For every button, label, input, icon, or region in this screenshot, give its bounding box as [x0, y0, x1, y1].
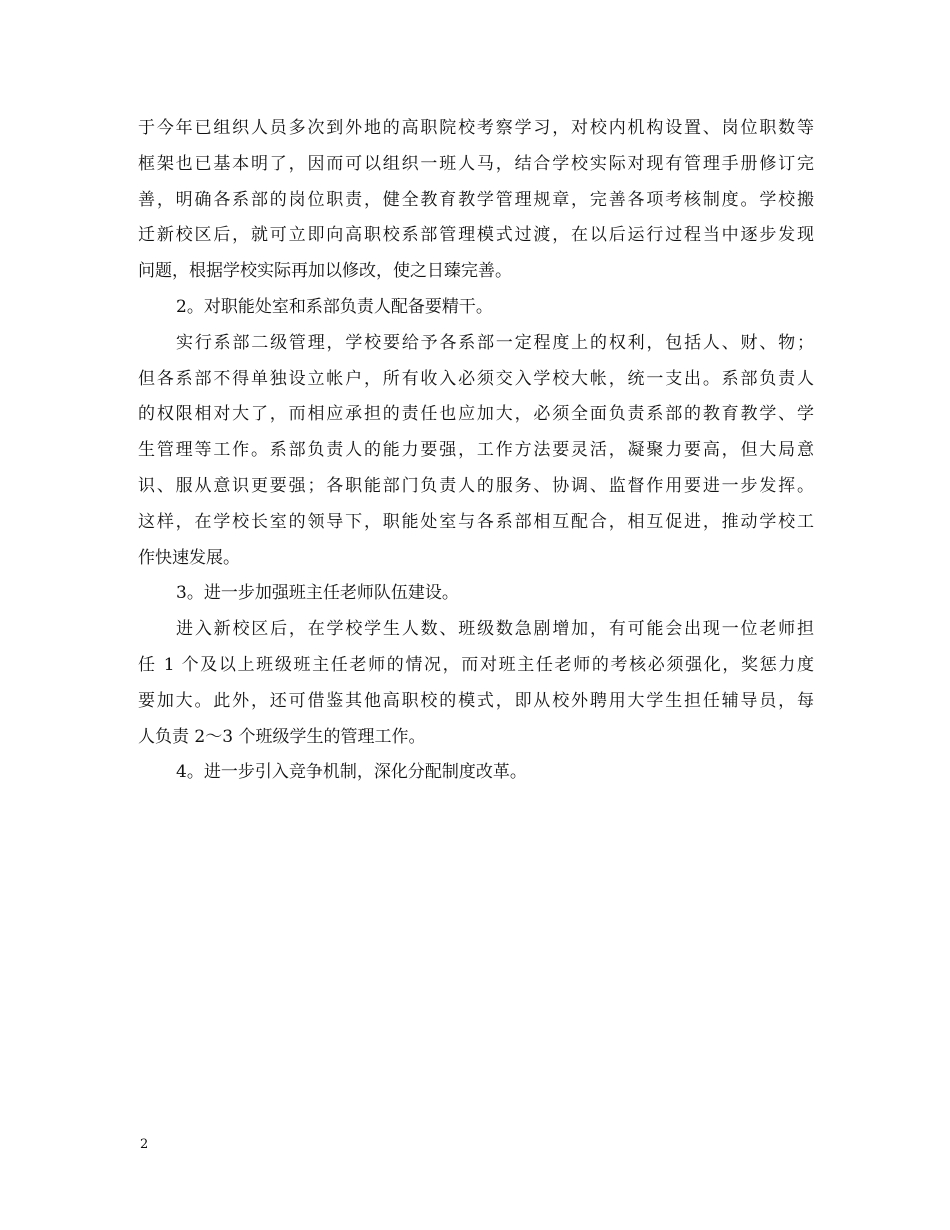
section-heading-4: 4。进一步引入竞争机制，深化分配制度改革。 [176, 762, 527, 783]
text-line: 实行系部二级管理，学校要给予各系部一定程度上的权利，包括人、财、物； [176, 332, 814, 353]
text-line: 人负责 2～3 个班级学生的管理工作。 [138, 726, 426, 747]
text-line: 要加大。此外，还可借鉴其他高职校的模式，即从校外聘用大学生担任辅导员，每 [138, 690, 814, 711]
section-heading-3: 3。进一步加强班主任老师队伍建设。 [176, 583, 459, 604]
text-line: 任 1 个及以上班级班主任老师的情况，而对班主任老师的考核必须强化，奖惩力度 [138, 654, 814, 675]
section-heading-2: 2。对职能处室和系部负责人配备要精干。 [176, 296, 493, 317]
document-body [138, 111, 814, 791]
text-line: 生管理等工作。系部负责人的能力要强，工作方法要灵活，凝聚力要高，但大局意 [138, 440, 814, 461]
text-line: 作快速发展。 [138, 547, 240, 568]
text-line: 框架也已基本明了，因而可以组织一班人马，结合学校实际对现有管理手册修订完 [138, 153, 814, 174]
text-line: 进入新校区后，在学校学生人数、班级数急剧增加，有可能会出现一位老师担 [176, 619, 814, 640]
text-line: 识、服从意识更要强；各职能部门负责人的服务、协调、监督作用要进一步发挥。 [138, 475, 814, 496]
text-line: 但各系部不得单独设立帐户，所有收入必须交入学校大帐，统一支出。系部负责人 [138, 368, 814, 389]
text-line: 于今年已组织人员多次到外地的高职院校考察学习，对校内机构设置、岗位职数等 [138, 118, 814, 138]
page-number: 2 [140, 1137, 149, 1152]
text-line: 迁新校区后，就可立即向高职校系部管理模式过渡，在以后运行过程当中逐步发现 [138, 225, 814, 246]
text-line: 问题，根据学校实际再加以修改，使之日臻完善。 [138, 261, 512, 282]
text-line: 善，明确各系部的岗位职责，健全教育教学管理规章，完善各项考核制度。学校搬 [138, 189, 814, 210]
text-line: 的权限相对大了，而相应承担的责任也应加大，必须全面负责系部的教育教学、学 [138, 404, 814, 425]
text-line: 这样，在学校长室的领导下，职能处室与各系部相互配合，相互促进，推动学校工 [138, 511, 814, 532]
